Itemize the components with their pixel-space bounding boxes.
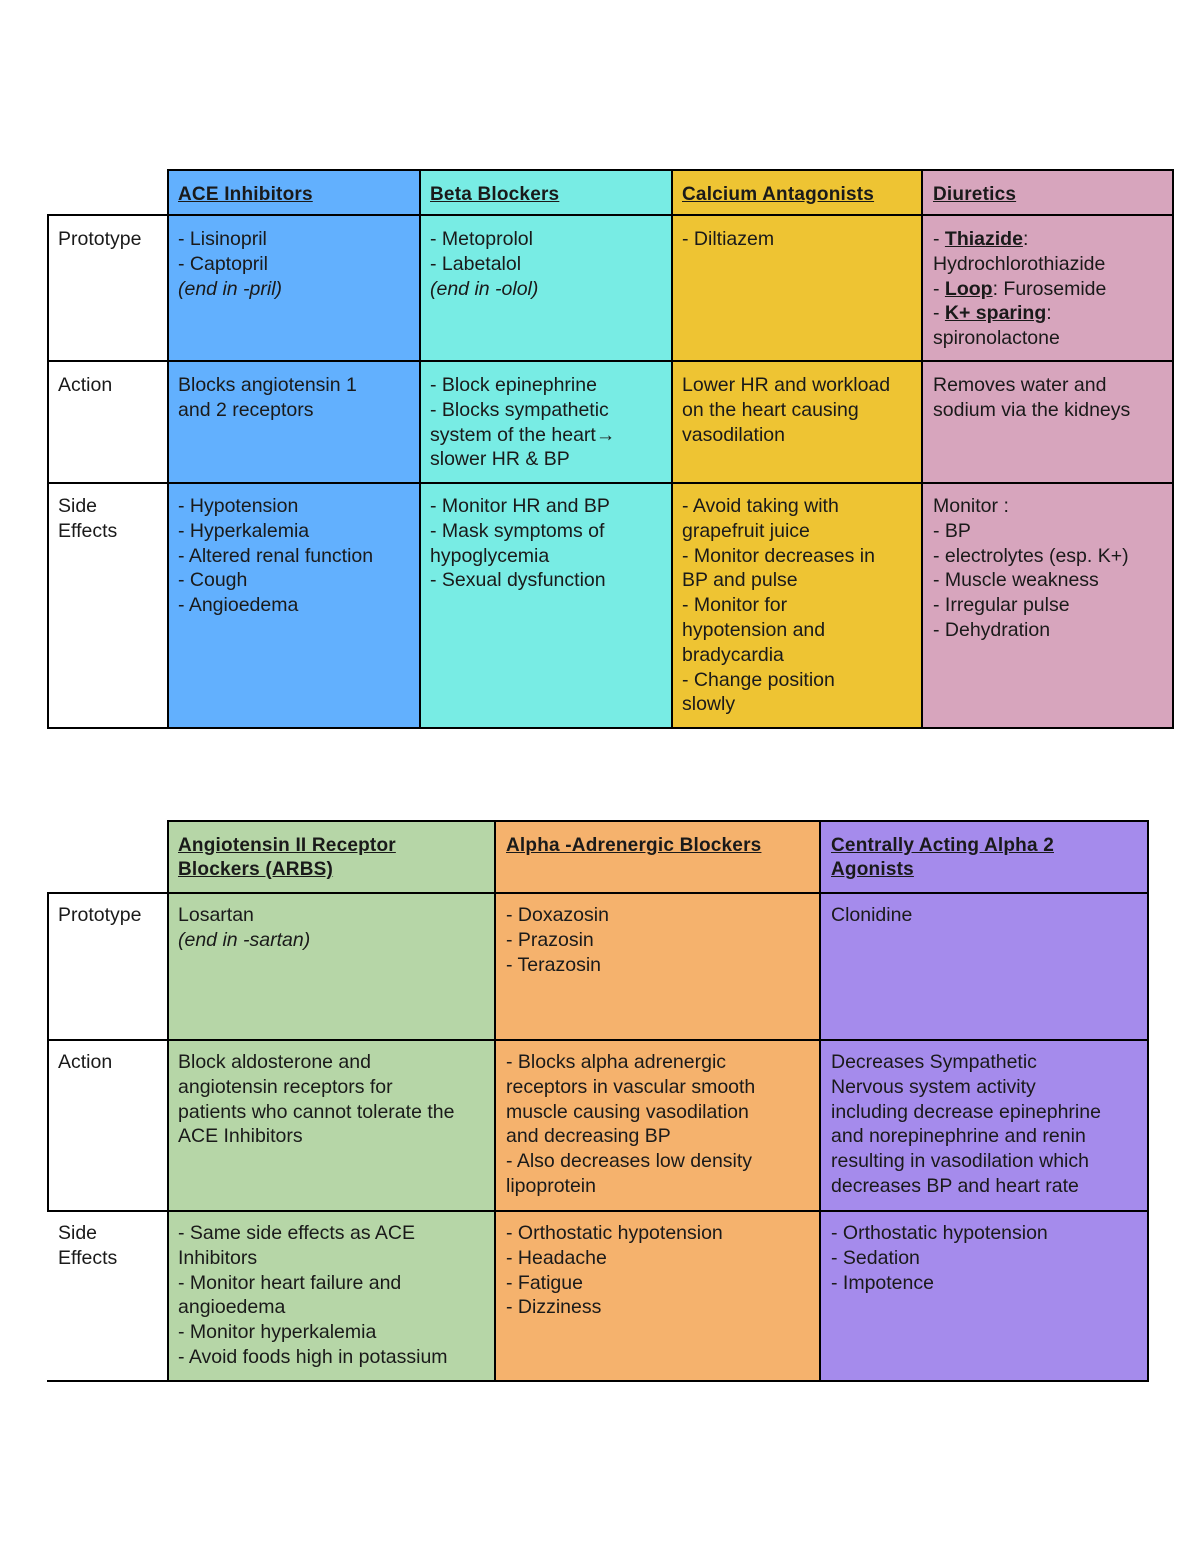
text-line: decreases BP and heart rate	[831, 1174, 1079, 1197]
text-line: and 2 receptors	[178, 398, 314, 421]
ace-prototype-note: (end in -pril)	[178, 277, 283, 300]
text-line: muscle causing vasodilation	[506, 1100, 749, 1123]
dash: -	[933, 302, 945, 325]
text-line: resulting in vasodilation which	[831, 1150, 1089, 1173]
row-label-prototype: Prototype	[58, 228, 142, 250]
text-line: BP and pulse	[682, 569, 798, 592]
row-label-side-line-1: Side	[58, 495, 98, 517]
beta-prototype-cell	[420, 219, 538, 301]
text-line: - Mask symptoms of	[430, 519, 605, 542]
text-line: - Hypotension	[178, 495, 299, 517]
table-border	[47, 214, 49, 729]
text-line: hypotension and	[682, 618, 826, 641]
row-label-side-line-1: Side	[58, 1222, 98, 1244]
arb-action-cell	[168, 1042, 454, 1149]
calcium-side-effects-cell	[672, 486, 875, 717]
text-line: Clonidine	[831, 904, 913, 926]
text-line: lipoprotein	[506, 1174, 596, 1197]
text-line: Nervous system activity	[831, 1075, 1036, 1098]
text-line: - Angioedema	[178, 594, 299, 617]
central-alpha2-header	[821, 823, 1054, 882]
arb-side-effects-cell	[168, 1213, 448, 1370]
alpha-blockers-header	[496, 823, 761, 858]
beta-prototype-1: - Metoprolol	[430, 228, 533, 250]
text-line: slower HR & BP	[430, 448, 570, 471]
text-line: - Muscle weakness	[933, 569, 1099, 592]
loop-drug: : Furosemide	[992, 277, 1107, 300]
row-label-action: Action	[58, 374, 113, 396]
text-line: - Blocks sympathetic	[430, 398, 609, 421]
text-line: system of the heart→	[430, 423, 616, 446]
text-line: Block aldosterone and	[178, 1051, 371, 1073]
text-line: slowly	[682, 693, 736, 716]
text-line: - Sexual dysfunction	[430, 569, 606, 592]
row-label-side-effects	[48, 486, 117, 544]
text-line: Decreases Sympathetic	[831, 1051, 1037, 1073]
text-line: - electrolytes (esp. K+)	[933, 544, 1129, 567]
text-line: - Block epinephrine	[430, 374, 597, 396]
table-border	[47, 360, 1174, 362]
colon: :	[1022, 228, 1029, 250]
thiazide-label: Thiazide	[944, 228, 1023, 250]
text-line: receptors in vascular smooth	[506, 1075, 756, 1098]
colon: :	[1046, 302, 1052, 325]
text-line: - Sedation	[831, 1246, 920, 1269]
text-line: sodium via the kidneys	[933, 398, 1131, 421]
row-label-action: Action	[58, 1051, 113, 1073]
alpha-prototype-cell	[496, 895, 609, 977]
header-line: Alpha -Adrenergic Blockers	[506, 835, 762, 856]
text-line: - Monitor decreases in	[682, 544, 875, 567]
ace-side-effects-cell	[168, 486, 373, 618]
text-line: - Prazosin	[506, 928, 594, 951]
thiazide-drug: Hydrochlorothiazide	[933, 252, 1106, 275]
ace-prototype-2: - Captopril	[178, 252, 268, 275]
table-border	[167, 169, 169, 729]
arb-prototype-note: (end in -sartan)	[178, 928, 311, 951]
text-line: - Cough	[178, 569, 248, 592]
alpha-side-effects-cell	[496, 1213, 723, 1320]
ksparing-drug: spironolactone	[933, 327, 1060, 350]
text-line: - Dizziness	[506, 1296, 602, 1319]
row-label-side-line-2: Effects	[58, 519, 118, 542]
table-border	[921, 169, 923, 729]
diuretic-side-effects-cell	[923, 486, 1129, 643]
table-border	[47, 1210, 1149, 1212]
ace-inhibitors-header: ACE Inhibitors	[178, 184, 313, 205]
central-side-effects-cell	[821, 1213, 1048, 1295]
central-action-cell	[821, 1042, 1101, 1199]
beta-prototype-2: - Labetalol	[430, 252, 522, 275]
text-line: angiotensin receptors for	[178, 1075, 393, 1098]
text-line: Inhibitors	[178, 1246, 258, 1269]
alpha-action-cell	[496, 1042, 755, 1199]
central-prototype-cell	[821, 895, 912, 928]
text-line: - Monitor HR and BP	[430, 495, 610, 517]
table-border	[47, 892, 1149, 894]
diuretic-ksparing-line	[933, 301, 1106, 326]
table-border	[167, 820, 1149, 822]
text-line: - Change position	[682, 668, 835, 691]
text-line: - Irregular pulse	[933, 594, 1070, 617]
text-line: - Impotence	[831, 1271, 934, 1294]
text-line: and norepinephrine and renin	[831, 1125, 1086, 1148]
arbs-header	[168, 823, 396, 882]
table-border	[1147, 820, 1149, 1382]
text-line: - Blocks alpha adrenergic	[506, 1051, 727, 1073]
text-line: - BP	[933, 519, 971, 542]
text-line: - Avoid taking with	[682, 495, 839, 517]
text-line: Monitor :	[933, 495, 1009, 517]
text-line: including decrease epinephrine	[831, 1100, 1101, 1123]
ksparing-label: K+ sparing	[944, 302, 1047, 325]
loop-label: Loop	[944, 277, 993, 300]
header-line: Angiotensin II Receptor	[178, 835, 396, 856]
header-line: Centrally Acting Alpha 2	[831, 835, 1054, 856]
table-border	[167, 820, 169, 1382]
beta-action-cell	[420, 365, 615, 472]
text-line: - Orthostatic hypotension	[831, 1222, 1048, 1244]
calcium-action-cell	[672, 365, 890, 447]
diuretic-action-cell	[923, 365, 1130, 423]
text-line: Removes water and	[933, 374, 1107, 396]
diuretic-loop-line	[933, 277, 1106, 302]
text-line: Lower HR and workload	[682, 374, 891, 396]
text-line: and decreasing BP	[506, 1125, 671, 1148]
row-label-side-line-2: Effects	[58, 1246, 118, 1269]
ace-prototype-cell	[168, 219, 282, 301]
text-line: - Same side effects as ACE	[178, 1222, 415, 1244]
text-line: - Avoid foods high in potassium	[178, 1345, 448, 1368]
text-line: - Monitor heart failure and	[178, 1271, 402, 1294]
arb-prototype-cell	[168, 895, 310, 953]
text-line: - Dehydration	[933, 618, 1051, 641]
beta-blockers-header: Beta Blockers	[430, 184, 560, 205]
diuretics-header: Diuretics	[933, 184, 1017, 205]
text-line: - Doxazosin	[506, 904, 609, 926]
text-line: patients who cannot tolerate the	[178, 1100, 455, 1123]
text-line: hypoglycemia	[430, 544, 550, 567]
ace-action-cell	[168, 365, 357, 423]
text-line: bradycardia	[682, 643, 784, 666]
table-border	[47, 214, 1174, 216]
text-line: on the heart causing	[682, 398, 859, 421]
beta-side-effects-cell	[420, 486, 610, 593]
table-border	[671, 169, 673, 729]
text-line: Blocks angiotensin 1	[178, 374, 357, 396]
diuretic-thiazide-line	[933, 227, 1106, 252]
header-line: Blockers (ARBS)	[178, 859, 334, 880]
dash: -	[933, 228, 945, 250]
table-border	[47, 727, 1174, 729]
text-line: Losartan	[178, 904, 254, 926]
table-border	[47, 482, 1174, 484]
header-line: Agonists	[831, 859, 914, 880]
row-label-side-effects	[48, 1213, 117, 1271]
text-line: - Terazosin	[506, 953, 602, 976]
diuretic-prototype-cell	[923, 219, 1106, 351]
text-line: angioedema	[178, 1296, 286, 1319]
text-line: grapefruit juice	[682, 519, 810, 542]
text-line: - Monitor for	[682, 594, 788, 617]
dash: -	[933, 277, 945, 300]
table-border	[47, 1380, 1149, 1382]
text-line: vasodilation	[682, 423, 785, 446]
table-border	[47, 892, 49, 1212]
text-line: - Orthostatic hypotension	[506, 1222, 723, 1244]
text-line: - Monitor hyperkalemia	[178, 1321, 377, 1344]
text-line: ACE Inhibitors	[178, 1125, 303, 1148]
calcium-prototype-1: - Diltiazem	[682, 228, 775, 250]
table-border	[819, 820, 821, 1382]
row-label-prototype: Prototype	[58, 904, 142, 926]
text-line: - Fatigue	[506, 1271, 583, 1294]
text-line: - Hyperkalemia	[178, 519, 310, 542]
table-border	[419, 169, 421, 729]
table-border	[494, 820, 496, 1382]
calcium-antagonists-header: Calcium Antagonists	[682, 184, 875, 205]
text-line: - Altered renal function	[178, 544, 374, 567]
table-border	[1172, 169, 1174, 729]
beta-prototype-note: (end in -olol)	[430, 277, 539, 300]
ace-prototype-1: - Lisinopril	[178, 228, 267, 250]
table-border	[47, 1039, 1149, 1041]
text-line: - Headache	[506, 1246, 607, 1269]
text-line: - Also decreases low density	[506, 1150, 753, 1173]
calcium-prototype-cell	[672, 219, 774, 252]
